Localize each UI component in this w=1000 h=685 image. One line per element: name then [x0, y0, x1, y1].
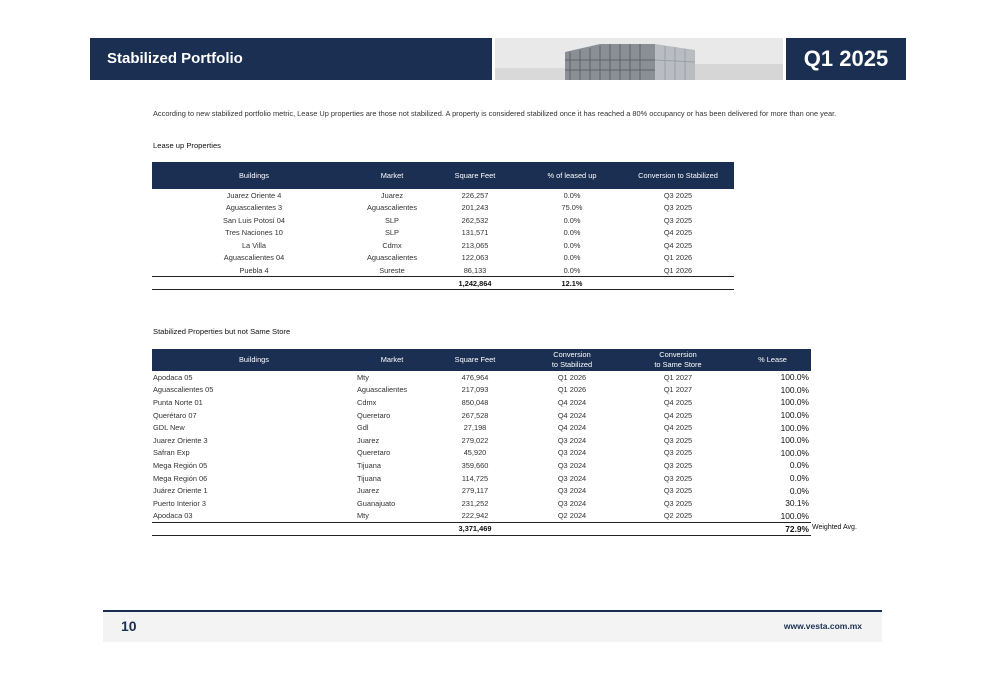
weighted-avg-label: Weighted Avg. — [812, 524, 857, 531]
col-market: Market — [356, 162, 428, 189]
table-cell: Q3 2025 — [663, 498, 693, 508]
page-title: Stabilized Portfolio — [90, 38, 492, 80]
total-row — [152, 522, 811, 535]
col-conversion-label: Conversion — [659, 350, 697, 359]
table-row — [152, 472, 811, 485]
col-lease: % Lease — [734, 349, 811, 371]
col-to-same-store-label: to Same Store — [654, 360, 702, 369]
table-cell: 72.9% — [734, 522, 811, 535]
table-cell: 0.0% — [563, 253, 581, 263]
table-cell: Sureste — [379, 265, 405, 275]
table-cell: 0.0% — [563, 265, 581, 275]
intro-text: According to new stabilized portfolio metric, Lease Up properties are those not stabilized. A property is considered stabilized once it has reached a 80% occupancy or has been delivered for more than one year. — [153, 109, 837, 118]
col-square-feet: Square Feet — [428, 162, 522, 189]
table-cell: Q4 2025 — [663, 228, 693, 238]
table-cell: Aguascalientes — [366, 253, 418, 263]
website-link[interactable]: www.vesta.com.mx — [783, 621, 862, 631]
page-header — [90, 38, 906, 80]
table-cell: Gdl — [357, 423, 369, 433]
table-cell: Aguascalientes — [366, 203, 418, 213]
table-cell: Cdmx — [357, 397, 377, 407]
table-cell: 12.1% — [522, 277, 622, 290]
table-row — [152, 189, 734, 202]
table-cell: Q4 2025 — [663, 423, 693, 433]
table-cell: 100.0% — [780, 447, 809, 458]
table-cell: Mty — [357, 511, 369, 521]
table-row — [152, 459, 811, 472]
table-cell: Mega Región 05 — [153, 460, 208, 470]
table-cell: Aguascalientes 04 — [223, 253, 285, 263]
table-cell — [356, 522, 428, 535]
table-cell: 100.0% — [780, 510, 809, 521]
table-cell: Puerto Interior 3 — [153, 498, 206, 508]
col-conversion: Conversion to Stabilized — [622, 162, 734, 189]
building-illustration — [495, 38, 783, 80]
table-cell: San Luis Potosí 04 — [222, 215, 286, 225]
col-to-stabilized-label: to Stabilized — [551, 360, 593, 369]
table-cell: Punta Norte 01 — [153, 397, 203, 407]
table-cell: 217,093 — [461, 385, 489, 395]
table-cell: 100.0% — [780, 410, 809, 421]
col-leased-up: % of leased up — [522, 162, 622, 189]
table-row — [152, 239, 734, 252]
col-square-feet: Square Feet — [428, 349, 522, 371]
table-cell: Tijuana — [357, 460, 381, 470]
table-cell: 122,063 — [461, 253, 489, 263]
table-cell: Q4 2024 — [557, 397, 587, 407]
table-header-row — [152, 349, 811, 371]
quarter-label: Q1 2025 — [786, 38, 906, 80]
table-cell: Q4 2025 — [663, 410, 693, 420]
table-cell: Q3 2024 — [557, 498, 587, 508]
table-cell: 359,660 — [461, 460, 489, 470]
table-cell: Juárez Oriente 1 — [153, 486, 208, 496]
table-cell: 0.0% — [563, 228, 581, 238]
lease-up-table — [152, 162, 734, 290]
table-cell — [622, 522, 734, 535]
table-cell: 279,117 — [461, 486, 489, 496]
table-cell: 45,920 — [463, 448, 487, 458]
table-cell: 30.1% — [785, 498, 809, 509]
table-row — [152, 214, 734, 227]
table-cell: Aguascalientes — [357, 385, 408, 395]
table-cell: Q3 2025 — [663, 448, 693, 458]
table-row — [152, 447, 811, 460]
table-cell: Apodaca 05 — [153, 372, 193, 382]
table-cell: Querétaro 07 — [153, 410, 197, 420]
table-cell: 0.0% — [789, 485, 809, 496]
page-footer — [103, 612, 882, 642]
table-cell: Q3 2025 — [663, 203, 693, 213]
table-cell: Queretaro — [357, 410, 391, 420]
table-cell: 86,133 — [463, 265, 487, 275]
table-cell — [152, 522, 356, 535]
table-cell: Q4 2025 — [663, 397, 693, 407]
table-cell: Tres Naciones 10 — [225, 228, 283, 238]
table-cell: Q4 2024 — [557, 423, 587, 433]
table-row — [152, 252, 734, 265]
table-cell: Mty — [357, 372, 369, 382]
table-row — [152, 264, 734, 277]
table-row — [152, 227, 734, 240]
table-cell: 0.0% — [563, 190, 581, 200]
table-cell: 27,198 — [463, 423, 487, 433]
table-cell: Q3 2025 — [663, 190, 693, 200]
table-row — [152, 202, 734, 215]
table-cell: 100.0% — [780, 435, 809, 446]
table-cell: 279,022 — [461, 435, 489, 445]
table-row — [152, 510, 811, 523]
table-cell: 476,964 — [461, 372, 489, 382]
table-cell: 100.0% — [780, 372, 809, 383]
table-cell: Guanajuato — [357, 498, 396, 508]
table-cell: Q3 2024 — [557, 460, 587, 470]
table-cell: 0.0% — [789, 460, 809, 471]
table-cell: 267,528 — [461, 410, 489, 420]
col-conversion-stabilized — [522, 349, 622, 371]
table-cell: Q3 2024 — [557, 448, 587, 458]
table-cell: 850,048 — [461, 397, 489, 407]
col-conversion-label: Conversion — [553, 350, 591, 359]
table-cell: Juarez Oriente 4 — [226, 190, 282, 200]
stabilized-title: Stabilized Properties but not Same Store — [153, 327, 291, 336]
table-cell: Q4 2024 — [557, 410, 587, 420]
table-cell: 262,532 — [461, 215, 489, 225]
total-row — [152, 277, 734, 290]
table-cell: Q2 2025 — [663, 511, 693, 521]
table-cell: Q3 2025 — [663, 473, 693, 483]
table-cell: 100.0% — [780, 384, 809, 395]
page-number: 10 — [121, 618, 137, 634]
table-cell: 114,725 — [461, 473, 489, 483]
table-cell: 231,252 — [461, 498, 489, 508]
table-cell — [152, 277, 356, 290]
table-row — [152, 371, 811, 384]
table-cell: Q1 2027 — [663, 372, 693, 382]
table-cell: Q4 2025 — [663, 240, 693, 250]
table-cell: Q1 2026 — [557, 385, 587, 395]
table-cell: 3,371,469 — [428, 522, 522, 535]
table-cell: 0.0% — [789, 473, 809, 484]
table-cell: 100.0% — [780, 422, 809, 433]
table-row — [152, 384, 811, 397]
table-cell: GDL New — [153, 423, 185, 433]
table-cell: Juarez Oriente 3 — [153, 435, 208, 445]
col-buildings: Buildings — [152, 162, 356, 189]
col-buildings: Buildings — [152, 349, 356, 371]
table-row — [152, 421, 811, 434]
table-cell: Q1 2026 — [663, 253, 693, 263]
lease-up-title: Lease up Properties — [153, 141, 221, 150]
table-cell: 131,571 — [461, 228, 489, 238]
table-cell — [522, 522, 622, 535]
table-cell: Juarez — [357, 486, 380, 496]
table-cell: 100.0% — [780, 397, 809, 408]
table-cell: Juarez — [357, 435, 380, 445]
table-cell: Tijuana — [357, 473, 381, 483]
table-cell: Q2 2024 — [557, 511, 587, 521]
table-cell: SLP — [385, 228, 399, 238]
table-cell — [622, 277, 734, 290]
col-market: Market — [356, 349, 428, 371]
table-row — [152, 434, 811, 447]
table-cell: Q3 2025 — [663, 486, 693, 496]
table-row — [152, 484, 811, 497]
building-photo — [495, 38, 783, 80]
table-cell: Queretaro — [357, 448, 391, 458]
table-row — [152, 409, 811, 422]
table-cell: Mega Región 06 — [153, 473, 208, 483]
table-cell: Q3 2024 — [557, 435, 587, 445]
stabilized-table — [152, 349, 811, 536]
table-cell: Aguascalientes 05 — [153, 385, 214, 395]
table-cell: 0.0% — [563, 215, 581, 225]
table-cell: 201,243 — [461, 203, 489, 213]
table-cell — [356, 277, 428, 290]
table-cell: Q3 2025 — [663, 460, 693, 470]
table-cell: Cdmx — [382, 240, 402, 250]
table-cell: Q3 2025 — [663, 435, 693, 445]
table-cell: Juarez — [380, 190, 404, 200]
table-header-row — [152, 162, 734, 189]
table-cell: Aguascalientes 3 — [225, 203, 283, 213]
table-cell: 1,242,864 — [428, 277, 522, 290]
table-cell: Safran Exp — [153, 448, 190, 458]
table-cell: Puebla 4 — [239, 265, 269, 275]
table-cell: Q1 2027 — [663, 385, 693, 395]
col-conversion-same-store — [622, 349, 734, 371]
table-cell: Q1 2026 — [663, 265, 693, 275]
table-cell: Q3 2024 — [557, 473, 587, 483]
table-cell: 75.0% — [561, 203, 583, 213]
table-cell: 222,942 — [461, 511, 489, 521]
table-cell: 213,065 — [461, 240, 489, 250]
table-cell: 0.0% — [563, 240, 581, 250]
table-cell: Q1 2026 — [557, 372, 587, 382]
table-cell: 226,257 — [461, 190, 489, 200]
table-cell: Apodaca 03 — [153, 511, 193, 521]
table-cell: Q3 2025 — [663, 215, 693, 225]
table-row — [152, 497, 811, 510]
table-cell: Q3 2024 — [557, 486, 587, 496]
table-cell: La Villa — [241, 240, 267, 250]
table-cell: SLP — [385, 215, 399, 225]
table-row — [152, 396, 811, 409]
